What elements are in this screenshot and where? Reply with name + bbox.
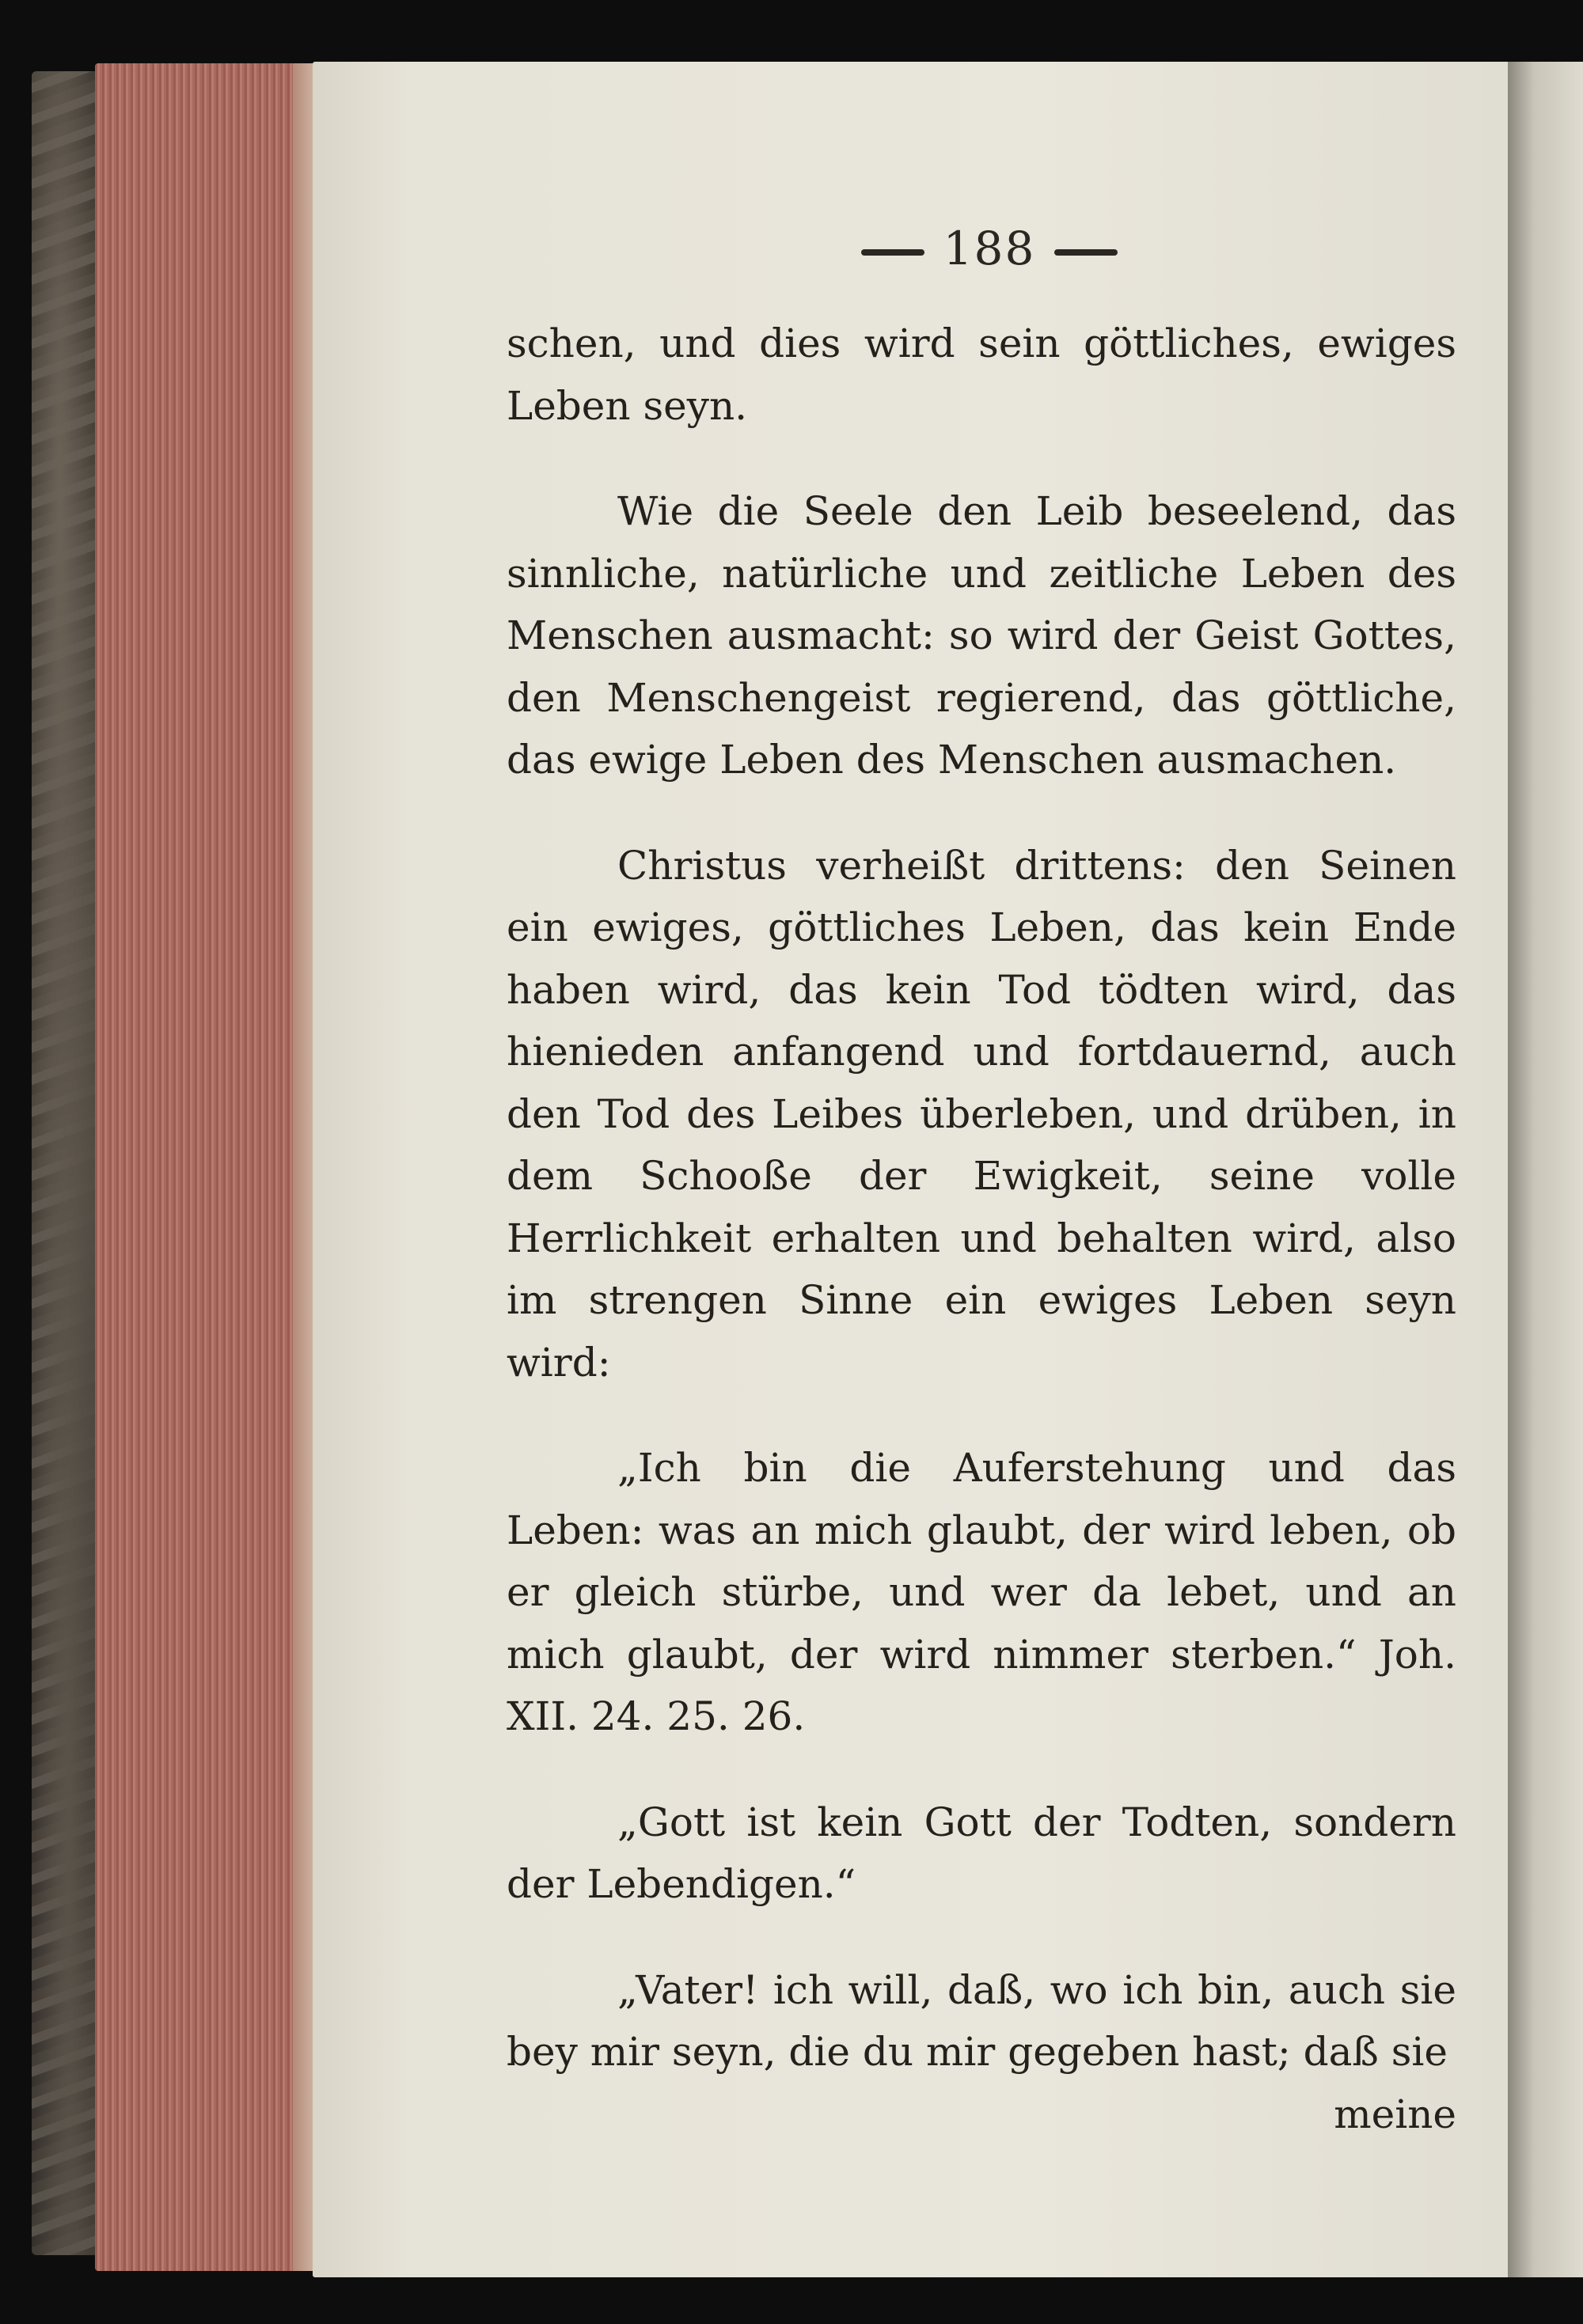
paragraph-promise: Christus verheißt drittens: den Seinen ein ewiges, göttliches Leben, das kein Ende haben wird, das kein Tod tödten wird, das hienieden anfangend und fortdauernd, auch den Tod des Leibes überleben, und drüben, in dem Schooße der Ewigkeit, seine volle Herrlichkeit erhalten und behalten wird, also im strengen Sinne ein ewiges Leben seyn wird:	[507, 842, 1456, 1386]
page-header	[839, 222, 1140, 275]
paragraph-soul: Wie die Seele den Leib beseelend, das sinnliche, natürliche und zeitliche Leben des Menschen ausmacht: so wird der Geist Gottes, den Menschengeist regierend, das göttliche, das ewige Leben des Menschen ausmachen.	[507, 488, 1456, 783]
quote-living-god: „Gott ist kein Gott der Todten, sondern der Lebendigen.“	[507, 1799, 1456, 1907]
page-body	[507, 313, 1456, 2145]
header-dash-right	[1054, 249, 1118, 256]
page-number: 188	[943, 222, 1036, 275]
page-block-edge	[95, 63, 325, 2271]
quote-father: „Vater! ich will, daß, wo ich bin, auch sie bey mir seyn, die du mir gegeben hast; daß sie	[507, 1966, 1456, 2075]
paragraph-continuation: schen, und dies wird sein göttliches, ewiges Leben seyn.	[507, 320, 1456, 429]
header-dash-left	[861, 249, 924, 256]
quote-resurrection: „Ich bin die Auferstehung und das Leben: was an mich glaubt, der wird leben, ob er gleich stürbe, und wer da lebet, und an mich glaubt, der wird nimmer sterben.“ Joh. XII. 24. 25. 26.	[507, 1445, 1456, 1739]
catchword: meine	[1334, 2091, 1456, 2137]
facing-page-gutter	[1508, 62, 1583, 2277]
